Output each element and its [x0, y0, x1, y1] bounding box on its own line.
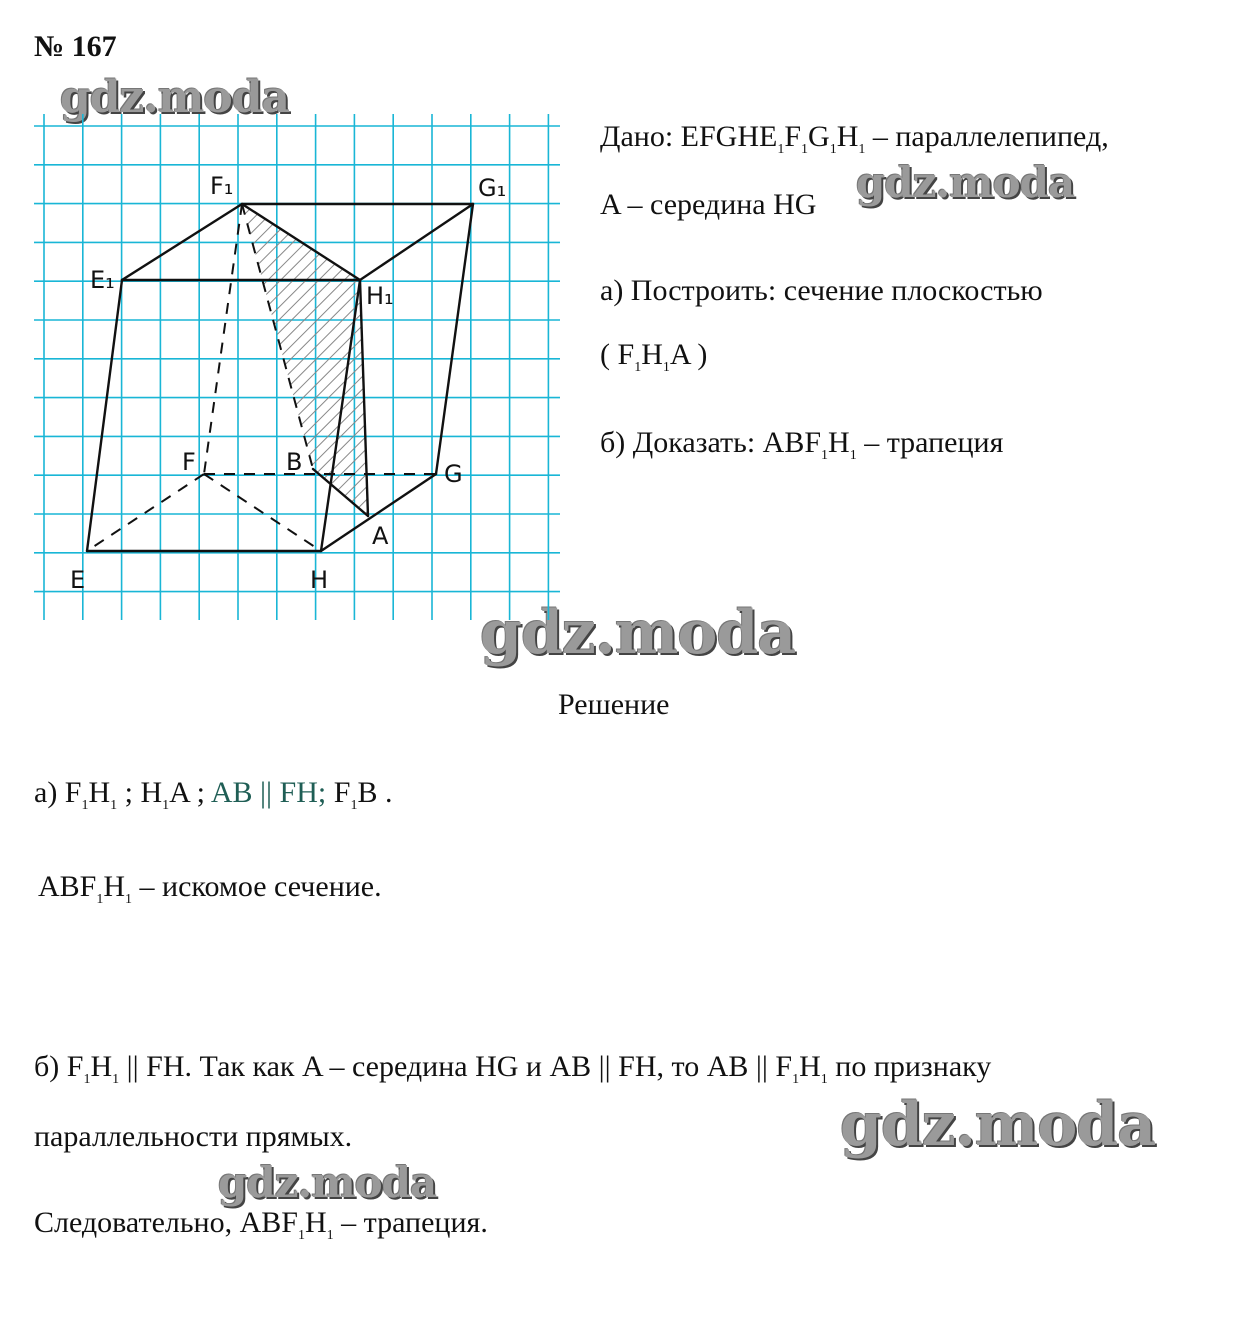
label-H: H [310, 566, 329, 594]
label-E1: E₁ [90, 266, 115, 294]
task-b: б) Доказать: $ABF_1H_1$ – трапеция [600, 426, 1004, 463]
hidden-F1F [204, 204, 242, 474]
label-B: B [286, 448, 303, 476]
answer-b-line-1: б) $F_1H_1$ || FH. Так как A – середина HG и AB || FH, то AB || $F_1H_1$ по признаку [34, 1050, 992, 1087]
conclusion: Следовательно, $ABF_1H_1$ – трапеция. [34, 1206, 488, 1243]
answer-b-line-2: параллельности прямых. [34, 1120, 353, 1153]
watermark-top-left: gdz.moda [60, 72, 290, 123]
watermark-bottom-right: gdz.moda [840, 1090, 1156, 1160]
label-F: F [182, 448, 196, 476]
answer-a-line: а) $F_1H_1$ ; $H_1A$ ; AB || FH; $F_1B$ . [34, 776, 393, 813]
hidden-FE [87, 474, 204, 551]
given-line-1: Дано: $EFGHE_1F_1G_1H_1$ – параллелепипед, [600, 120, 1109, 157]
label-G: G [444, 460, 463, 488]
label-A: A [372, 522, 389, 550]
problem-number: № 167 [34, 30, 117, 63]
parallelepiped-figure [30, 110, 570, 640]
solution-title: Решение [558, 688, 670, 721]
hidden-FH [204, 474, 321, 551]
label-G1: G₁ [478, 174, 507, 202]
watermark-bottom-left: gdz.moda [218, 1158, 437, 1207]
label-F1: F₁ [210, 172, 234, 200]
label-H1: H₁ [366, 282, 394, 310]
label-E: E [70, 566, 86, 594]
task-a-line-2: ( $F_1H_1A$ ) [600, 338, 708, 375]
task-a-line-1: а) Построить: сечение плоскостью [600, 274, 1043, 307]
edge-G1G [436, 204, 473, 474]
answer-a-section: $ABF_1H_1$ – искомое сечение. [38, 870, 382, 907]
watermark-top-right: gdz.moda [856, 158, 1075, 207]
watermark-center: gdz.moda [480, 598, 796, 668]
given-line-2: A – середина HG [600, 188, 817, 221]
